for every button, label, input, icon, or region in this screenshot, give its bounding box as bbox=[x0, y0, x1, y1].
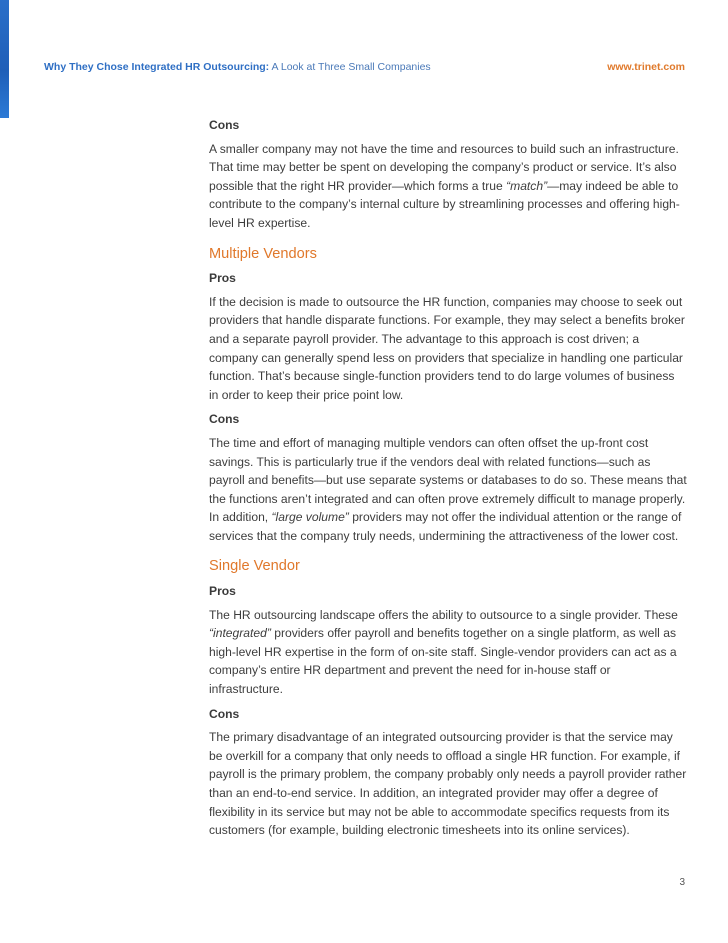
intro-cons-label: Cons bbox=[209, 118, 240, 132]
header-title-rest: A Look at Three Small Companies bbox=[269, 61, 431, 73]
single-vendor-cons-label: Cons bbox=[209, 706, 240, 721]
intro-cons-paragraph bbox=[209, 140, 687, 233]
edge-accent-bar bbox=[0, 0, 9, 118]
single-vendor-pros-paragraph bbox=[209, 606, 687, 699]
single-vendor-pros-text: The HR outsourcing landscape offers the ability to outsource to a single provider. These bbox=[209, 607, 678, 622]
single-vendor-pros-italic: “integrated” bbox=[209, 626, 271, 641]
multiple-vendors-cons-italic: “large volume” bbox=[271, 510, 349, 525]
multiple-vendors-cons-label: Cons bbox=[209, 412, 240, 427]
single-vendor-cons-paragraph: The primary disadvantage of an integrated outsourcing provider is that the service may be overkill for a company that only needs to offload a single HR function. For example, if payroll is the primary problem, the company probably only needs a payroll provider rather than an end-to-end service. In addition, an integrated provider may offer a degree of flexibility in its service but may not be able to accommodate specifics requests from its customers (for example, building electronic timesheets into its online services). bbox=[209, 730, 687, 838]
multiple-vendors-cons-text: The time and effort of managing multiple vendors can often offset the up-front cost savings. This is particularly true if the vendors deal with related functions—such as payroll and benefits—but use separate systems or databases to do so. These means that the functions aren’t integrated and can often prove extremely difficult to manage properly. In addition, bbox=[209, 435, 687, 525]
multiple-vendors-pros-label: Pros bbox=[209, 271, 236, 286]
header-title bbox=[44, 61, 431, 73]
multiple-vendors-heading: Multiple Vendors bbox=[209, 245, 317, 262]
header-url-link[interactable]: www.trinet.com bbox=[607, 61, 685, 73]
single-vendor-pros-label: Pros bbox=[209, 584, 236, 599]
multiple-vendors-cons-text-end: providers may not offer the individual attention or the range of services that the company truly needs, undermining the attractiveness of the lower cost. bbox=[209, 510, 682, 543]
multiple-vendors-cons-paragraph bbox=[209, 434, 687, 546]
single-vendor-pros-text-end: providers offer payroll and benefits together on a single platform, as well as high-level HR expertise in the form of on-site staff. Single-vendor providers can act as a company’s entire HR department and prevent the need for in-house staff or infrastructure. bbox=[209, 626, 677, 697]
page-header bbox=[44, 57, 685, 77]
single-vendor-heading: Single Vendor bbox=[209, 558, 300, 575]
intro-cons-text-end: —may indeed be able to contribute to the company’s internal culture by streamlining processes and offering high-level HR expertise. bbox=[209, 178, 680, 230]
intro-cons-italic: “match” bbox=[506, 178, 548, 193]
header-title-strong: Why They Chose Integrated HR Outsourcing: bbox=[44, 61, 270, 73]
intro-cons-text: A smaller company may not have the time and resources to build such an infrastructure. That time may better be spent on developing the company’s product or service. It’s also possible that the right HR provider—which forms a true bbox=[209, 141, 679, 193]
page-content bbox=[209, 112, 687, 844]
page-number: 3 bbox=[679, 877, 685, 888]
multiple-vendors-pros-paragraph: If the decision is made to outsource the HR function, companies may choose to seek out providers that handle disparate functions. For example, they may select a benefits broker and a separate payroll provider. The advantage to this approach is cost driven; a company can generally spend less on providers that specialize in handling one particular function. That’s because single-function providers tend to do large volumes of business in order to keep their price point low. bbox=[209, 294, 685, 402]
